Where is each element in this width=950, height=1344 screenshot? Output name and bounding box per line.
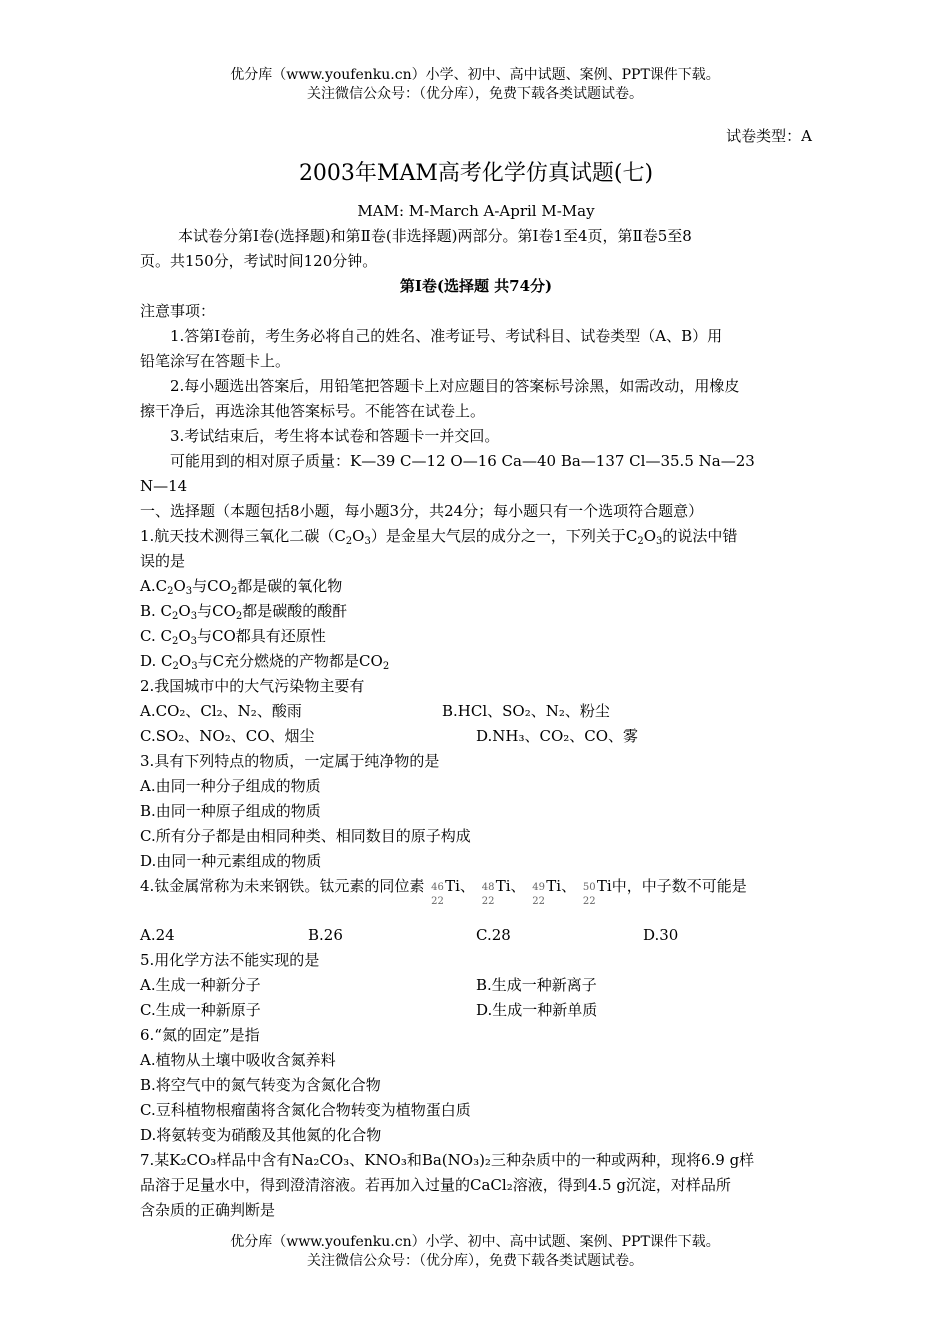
note-2a: 2.每小题选出答案后，用铅笔把答题卡上对应题目的答案标号涂黑，如需改动，用橡皮 (170, 377, 740, 395)
intro-line-1: 本试卷分第Ⅰ卷(选择题)和第Ⅱ卷(非选择题)两部分。第Ⅰ卷1至4页，第Ⅱ卷5至8 (178, 227, 692, 245)
footer-line-1: 优分库（www.youfenku.cn）小学、初中、高中试题、案例、PPT课件下载。 (230, 1234, 720, 1250)
header-line-2: 关注微信公众号：（优分库），免费下载各类试题试卷。 (307, 86, 643, 102)
isotope-ti-46: 46 22 (431, 882, 444, 907)
q1-stem: 1.航天技术测得三氧化二碳$(C_2O_3)$是金星大气层的成分之一，下列关于$C_2O_3$的说法中错 (140, 527, 738, 547)
q3-option-b: B.由同一种原子组成的物质 (140, 802, 321, 820)
footer-line-2: 关注微信公众号：（优分库），免费下载各类试题试卷。 (307, 1253, 643, 1269)
q5-option-a: A.生成一种新分子 (140, 976, 261, 994)
q7-stem-2: 品溶于足量水中，得到澄清溶液。若再加入过量的CaCl₂溶液，得到4.5 g沉淀，对样品所 (140, 1176, 731, 1194)
note-1b: 铅笔涂写在答题卡上。 (140, 352, 291, 370)
header-line-1: 优分库（www.youfenku.cn）小学、初中、高中试题、案例、PPT课件下载。 (230, 67, 720, 83)
q4-option-b: B.26 (308, 926, 343, 944)
q5-option-d: D.生成一种新单质 (476, 1001, 598, 1019)
q4-option-c: C.28 (476, 926, 511, 944)
q1-option-c: C. $C_2O_3$与CO都具有还原性 (140, 627, 326, 647)
q4-stem: 4.钛金属常称为未来钢铁。钛元素的同位素 46 22 Ti、 48 22 Ti、 49 22 Ti、 50 22 Ti中，中子数不可能是 (140, 877, 747, 907)
q2-option-c: C.SO₂、NO₂、CO、烟尘 (140, 727, 315, 745)
q1-stem-cont: 误的是 (140, 552, 186, 570)
q4-option-a: A.24 (140, 926, 175, 944)
q5-row-1 (140, 975, 812, 995)
q7-stem-3: 含杂质的正确判断是 (140, 1201, 276, 1219)
q7-stem-1: 7.某K₂CO₃样品中含有Na₂CO₃、KNO₃和Ba(NO₃)₂三种杂质中的一种或两种，现将6.9 g样 (140, 1151, 755, 1169)
q5-stem: 5.用化学方法不能实现的是 (140, 951, 320, 969)
q3-option-d: D.由同一种元素组成的物质 (140, 852, 322, 870)
q2-row-2 (140, 726, 812, 746)
q3-option-c: C.所有分子都是由相同种类、相同数目的原子构成 (140, 827, 471, 845)
q1-option-d: D. $C_2O_3$与C充分燃烧的产物都是$CO_2$ (140, 652, 390, 672)
note-3: 3.考试结束后，考生将本试卷和答题卡一并交回。 (170, 427, 500, 445)
q1-option-b: B. $C_2O_3$与$CO_2$都是碳酸的酸酐 (140, 602, 348, 622)
note-2b: 擦干净后，再选涂其他答案标号。不能答在试卷上。 (140, 402, 486, 420)
q6-option-b: B.将空气中的氮气转变为含氮化合物 (140, 1076, 381, 1094)
page-title: 2003年MAM高考化学仿真试题(七) (298, 161, 654, 186)
q2-stem: 2.我国城市中的大气污染物主要有 (140, 677, 365, 695)
q2-row-1 (140, 701, 812, 721)
q6-option-d: D.将氨转变为硝酸及其他氮的化合物 (140, 1126, 382, 1144)
note-1a: 1.答第Ⅰ卷前，考生务必将自己的姓名、准考证号、考试科目、试卷类型（A、B）用 (170, 327, 723, 345)
q3-option-a: A.由同一种分子组成的物质 (140, 777, 321, 795)
isotope-ti-50: 50 22 (582, 882, 596, 907)
q2-option-d: D.NH₃、CO₂、CO、雾 (476, 727, 639, 745)
isotope-ti-49: 49 22 (532, 882, 546, 907)
q6-stem: 6.“氮的固定”是指 (140, 1026, 260, 1044)
section-heading: 第Ⅰ卷(选择题 共74分) (399, 277, 553, 295)
q5-row-2 (140, 1000, 812, 1020)
notes-heading: 注意事项： (140, 302, 216, 320)
atomic-mass-line-1: 可能用到的相对原子质量：K—39 C—12 O—16 Ca—40 Ba—137 Cl—35.5 Na—23 (170, 452, 755, 470)
q3-stem: 3.具有下列特点的物质，一定属于纯净物的是 (140, 752, 440, 770)
intro-line-2: 页。共150分，考试时间120分钟。 (140, 252, 378, 270)
q2-option-b: B.HCl、SO₂、N₂、粉尘 (442, 702, 610, 720)
q6-option-a: A.植物从土壤中吸收含氮养料 (140, 1051, 336, 1069)
isotope-ti-48: 48 22 (481, 882, 495, 907)
page-footer (0, 1233, 950, 1271)
q2-option-a: A.CO₂、Cl₂、N₂、酸雨 (140, 702, 302, 720)
subtitle: MAM: M-March A-April M-May (357, 202, 595, 220)
page-header (0, 66, 950, 104)
q4-options (140, 925, 812, 945)
q6-option-c: C.豆科植物根瘤菌将含氮化合物转变为植物蛋白质 (140, 1101, 471, 1119)
atomic-mass-line-2: N—14 (140, 477, 188, 495)
q1-option-a: $A.C_2O_3$与$CO_2$都是碳的氧化物 (140, 577, 343, 597)
paper-type: 试卷类型：A (726, 127, 812, 145)
q5-option-c: C.生成一种新原子 (140, 1001, 261, 1019)
q5-option-b: B.生成一种新离子 (476, 976, 597, 994)
part-heading: 一、选择题（本题包括8小题，每小题3分，共24分；每小题只有一个选项符合题意） (140, 502, 704, 520)
q4-option-d: D.30 (643, 926, 679, 944)
